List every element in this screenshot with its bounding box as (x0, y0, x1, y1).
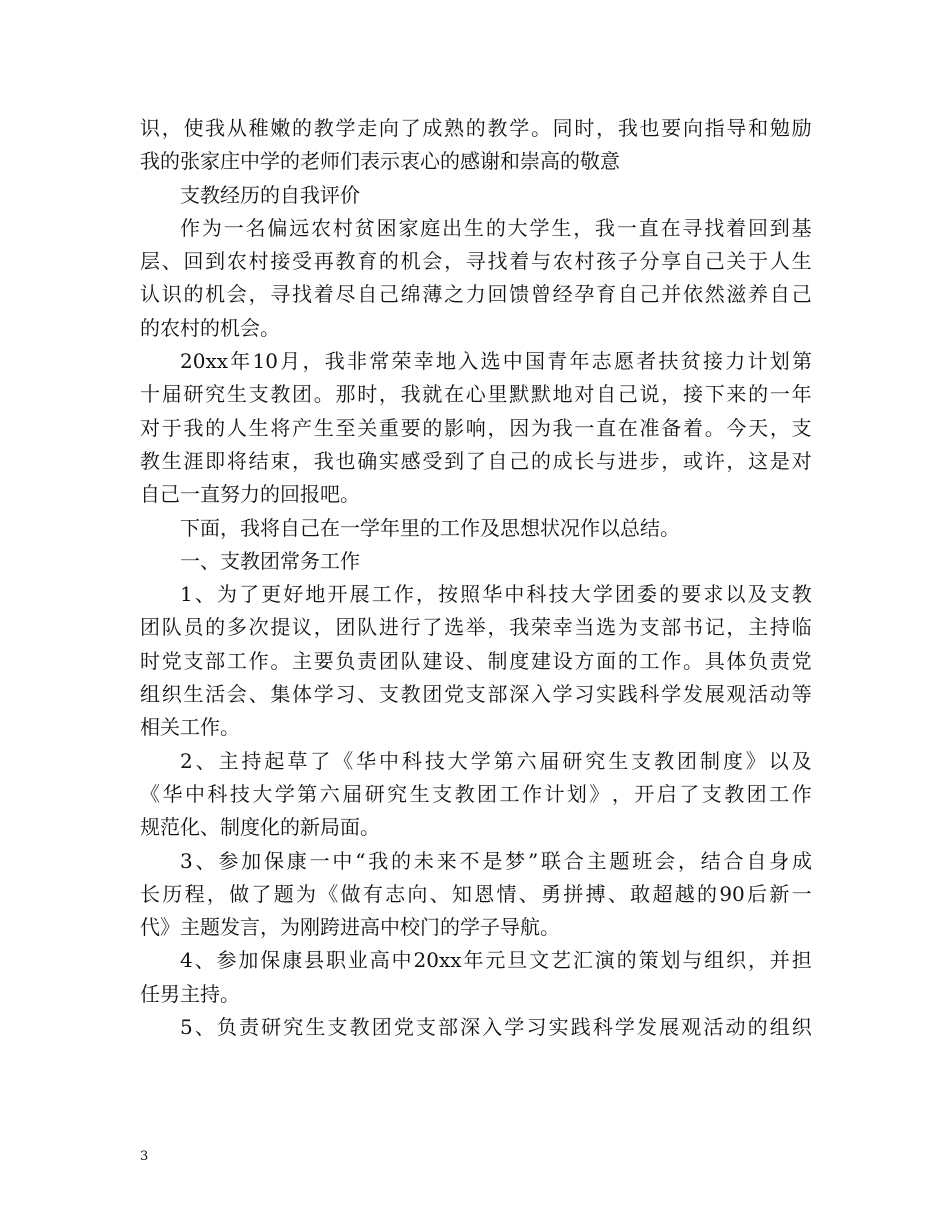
text-line: 时 党 支 部 工 作 。 主 要 负 责 团 队 建 设 、 制 度 建 设 方 面 的 工 作 。 具 体 负 责 党 (140, 648, 812, 673)
text-line: 下面，我将自己在一学年里的工作及思想状况作以总结。 (180, 515, 680, 540)
text-line: 一、支教团常务工作 (180, 548, 360, 573)
text-line: 组 织 生 活 会 、 集 体 学 习 、 支 教 团 党 支 部 深 入 学 习 实 践 科 学 发 展 观 活 动 等 (140, 682, 812, 707)
text-line: 5 、 负 责 研 究 生 支 教 团 党 支 部 深 入 学 习 实 践 科 学 发 展 观 活 动 的 组 织 (180, 1015, 812, 1040)
text-line: 长 历 程 ， 做 了 题 为 《 做 有 志 向 、 知 恩 情 、 勇 拼 搏 、 敢 超 越 的 90 后 新 一 (140, 881, 812, 906)
text-line: 十 届 研 究 生 支 教 团 。 那 时 ， 我 就 在 心 里 默 默 地 对 自 己 说 ， 接 下 来 的 一 年 (140, 382, 812, 407)
page-number: 3 (140, 1149, 149, 1164)
text-line: 代》主题发言，为刚跨进高中校门的学子导航。 (140, 915, 560, 940)
text-line: 20xx 年 10 月 ， 我 非 常 荣 幸 地 入 选 中 国 青 年 志 愿 者 扶 贫 接 力 计 划 第 (180, 349, 812, 374)
text-line: 对 于 我 的 人 生 将 产 生 至 关 重 要 的 影 响 ， 因 为 我 一 直 在 准 备 着 。 今 天 ， 支 (140, 415, 812, 440)
text-line: 团 队 员 的 多 次 提 议 ， 团 队 进 行 了 选 举 ， 我 荣 幸 当 选 为 支 部 书 记 ， 主 持 临 (140, 615, 812, 640)
text-line: 我的张家庄中学的老师们表示衷心的感谢和崇高的敬意 (140, 149, 620, 174)
text-line: 认 识 的 机 会 ， 寻 找 着 尽 自 己 绵 薄 之 力 回 馈 曾 经 孕 育 自 己 并 依 然 滋 养 自 己 (140, 282, 812, 307)
text-line: 规范化、制度化的新局面。 (140, 815, 380, 840)
text-line: 2 、 主 持 起 草 了 《 华 中 科 技 大 学 第 六 届 研 究 生 支 教 团 制 度 》 以 及 (180, 748, 812, 773)
text-line: 识 ， 使 我 从 稚 嫩 的 教 学 走 向 了 成 熟 的 教 学 。 同 时 ， 我 也 要 向 指 导 和 勉 励 (140, 116, 812, 140)
text-line: 1 、 为 了 更 好 地 开 展 工 作 ， 按 照 华 中 科 技 大 学 团 委 的 要 求 以 及 支 教 (180, 582, 812, 607)
text-line: 层 、 回 到 农 村 接 受 再 教 育 的 机 会 ， 寻 找 着 与 农 村 孩 子 分 享 自 己 关 于 人 生 (140, 249, 812, 274)
text-line: 相关工作。 (140, 715, 240, 740)
text-line: 的农村的机会。 (140, 315, 280, 340)
text-line: 任男主持。 (140, 981, 240, 1006)
text-line: 支教经历的自我评价 (180, 182, 360, 207)
text-line: 教 生 涯 即 将 结 束 ， 我 也 确 实 感 受 到 了 自 己 的 成 长 与 进 步 ， 或 许 ， 这 是 对 (140, 448, 812, 473)
text-line: 作 为 一 名 偏 远 农 村 贫 困 家 庭 出 生 的 大 学 生 ， 我 一 直 在 寻 找 着 回 到 基 (180, 215, 812, 240)
document-page (140, 112, 812, 1044)
text-line: 4 、 参 加 保 康 县 职 业 高 中 20xx 年 元 旦 文 艺 汇 演 的 策 划 与 组 织 ， 并 担 (180, 948, 812, 973)
text-line: 自己一直努力的回报吧。 (140, 482, 360, 507)
text-line: 3 、 参 加 保 康 一 中 “ 我 的 未 来 不 是 梦 ” 联 合 主 题 班 会 ， 结 合 自 身 成 (180, 848, 812, 873)
text-line: 《 华 中 科 技 大 学 第 六 届 研 究 生 支 教 团 工 作 计 划 》 ， 开 启 了 支 教 团 工 作 (140, 781, 812, 806)
